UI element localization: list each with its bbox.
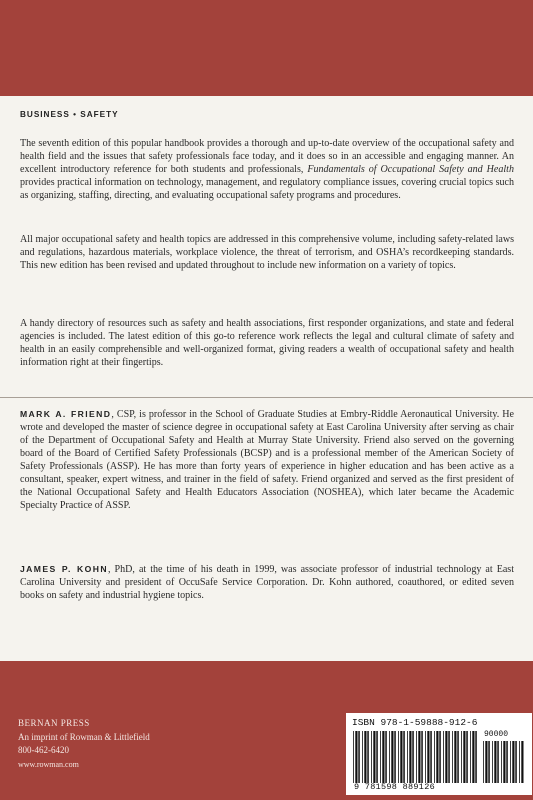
book-title: Fundamentals of Occupational Safety and Health (307, 164, 514, 175)
author-bio-kohn (20, 563, 514, 602)
author-bio-text: , PhD, at the time of his death in 1999, was associate professor of industrial technology at East Carolina University and president of OccuSafe Service Corporation. Dr. Kohn authored, coauthored, or edited seven books on safety and industrial hygiene topics. (20, 564, 514, 601)
description-paragraph-3: A handy directory of resources such as safety and health associations, first responder organizations, and state and federal agencies is included. The latest edition of this go-to reference work reflects the legal and cultural climate of safety and health in an easily comprehensible and well-organized format, giving readers a wealth of occupational safety and health information right at their fingertips. (20, 318, 514, 368)
description-panel (0, 96, 533, 661)
category-label: BUSINESS • SAFETY (20, 110, 119, 119)
section-divider (0, 397, 533, 398)
publisher-name: BERNAN PRESS (18, 718, 90, 728)
barcode-bars (352, 731, 477, 783)
description-paragraph-1 (20, 137, 514, 202)
barcode-addon-bars (482, 741, 524, 783)
description-paragraph-2: All major occupational safety and health topics are addressed in this comprehensive volume, including safety-related laws and regulations, hazardous materials, workplace violence, the threat of terrorism, and OSHA’s recordkeeping standards. This new edition has been revised and updated throughout to include new information on a variety of topics. (20, 234, 514, 271)
author-name: MARK A. FRIEND (20, 409, 112, 419)
author-bio-friend (20, 408, 514, 512)
publisher-phone: 800-462-6420 (18, 745, 69, 755)
description-text: The seventh edition of this popular handbook provides a thorough and up-to-date overview of the occupational safety and health field and the issues that safety professionals face today, and it does so in an accessible and engaging manner. An excellent introductory reference for both students and professionals, (20, 138, 514, 175)
barcode-addon-number: 90000 (484, 730, 509, 739)
description-text: provides practical information on technology, management, and regulatory compliance issues, covering crucial topics such as organizing, staffing, directing, and evaluating occupational safety programs and procedures. (20, 177, 514, 201)
isbn-barcode (346, 713, 532, 795)
barcode-digits: 9 781598 889126 (354, 782, 436, 792)
publisher-info (18, 717, 238, 771)
author-bio-text: , CSP, is professor in the School of Graduate Studies at Embry-Riddle Aeronautical University. He wrote and developed the master of science degree in occupational safety at East Carolina University after serving as chair of the Department of Occupational Safety and Health at Murray State University. Friend also served on the governing board of the Board of Certified Safety Professionals (BCSP) and is a professional member of the American Society of Safety Professionals (ASSP). He has more than forty years of experience in higher education and has been active as a consultant, speaker, expert witness, and trainer in the field of safety. Friend organized and served as the first president of the National Occupational Safety and Health Educators Association (NOSHEA), which later became the Academic Specialty Practice of ASSP. (20, 409, 514, 511)
author-name: JAMES P. KOHN (20, 564, 108, 574)
isbn-label: ISBN 978-1-59888-912-6 (352, 717, 478, 728)
publisher-imprint: An imprint of Rowman & Littlefield (18, 731, 150, 742)
publisher-website: www.rowman.com (18, 759, 79, 769)
